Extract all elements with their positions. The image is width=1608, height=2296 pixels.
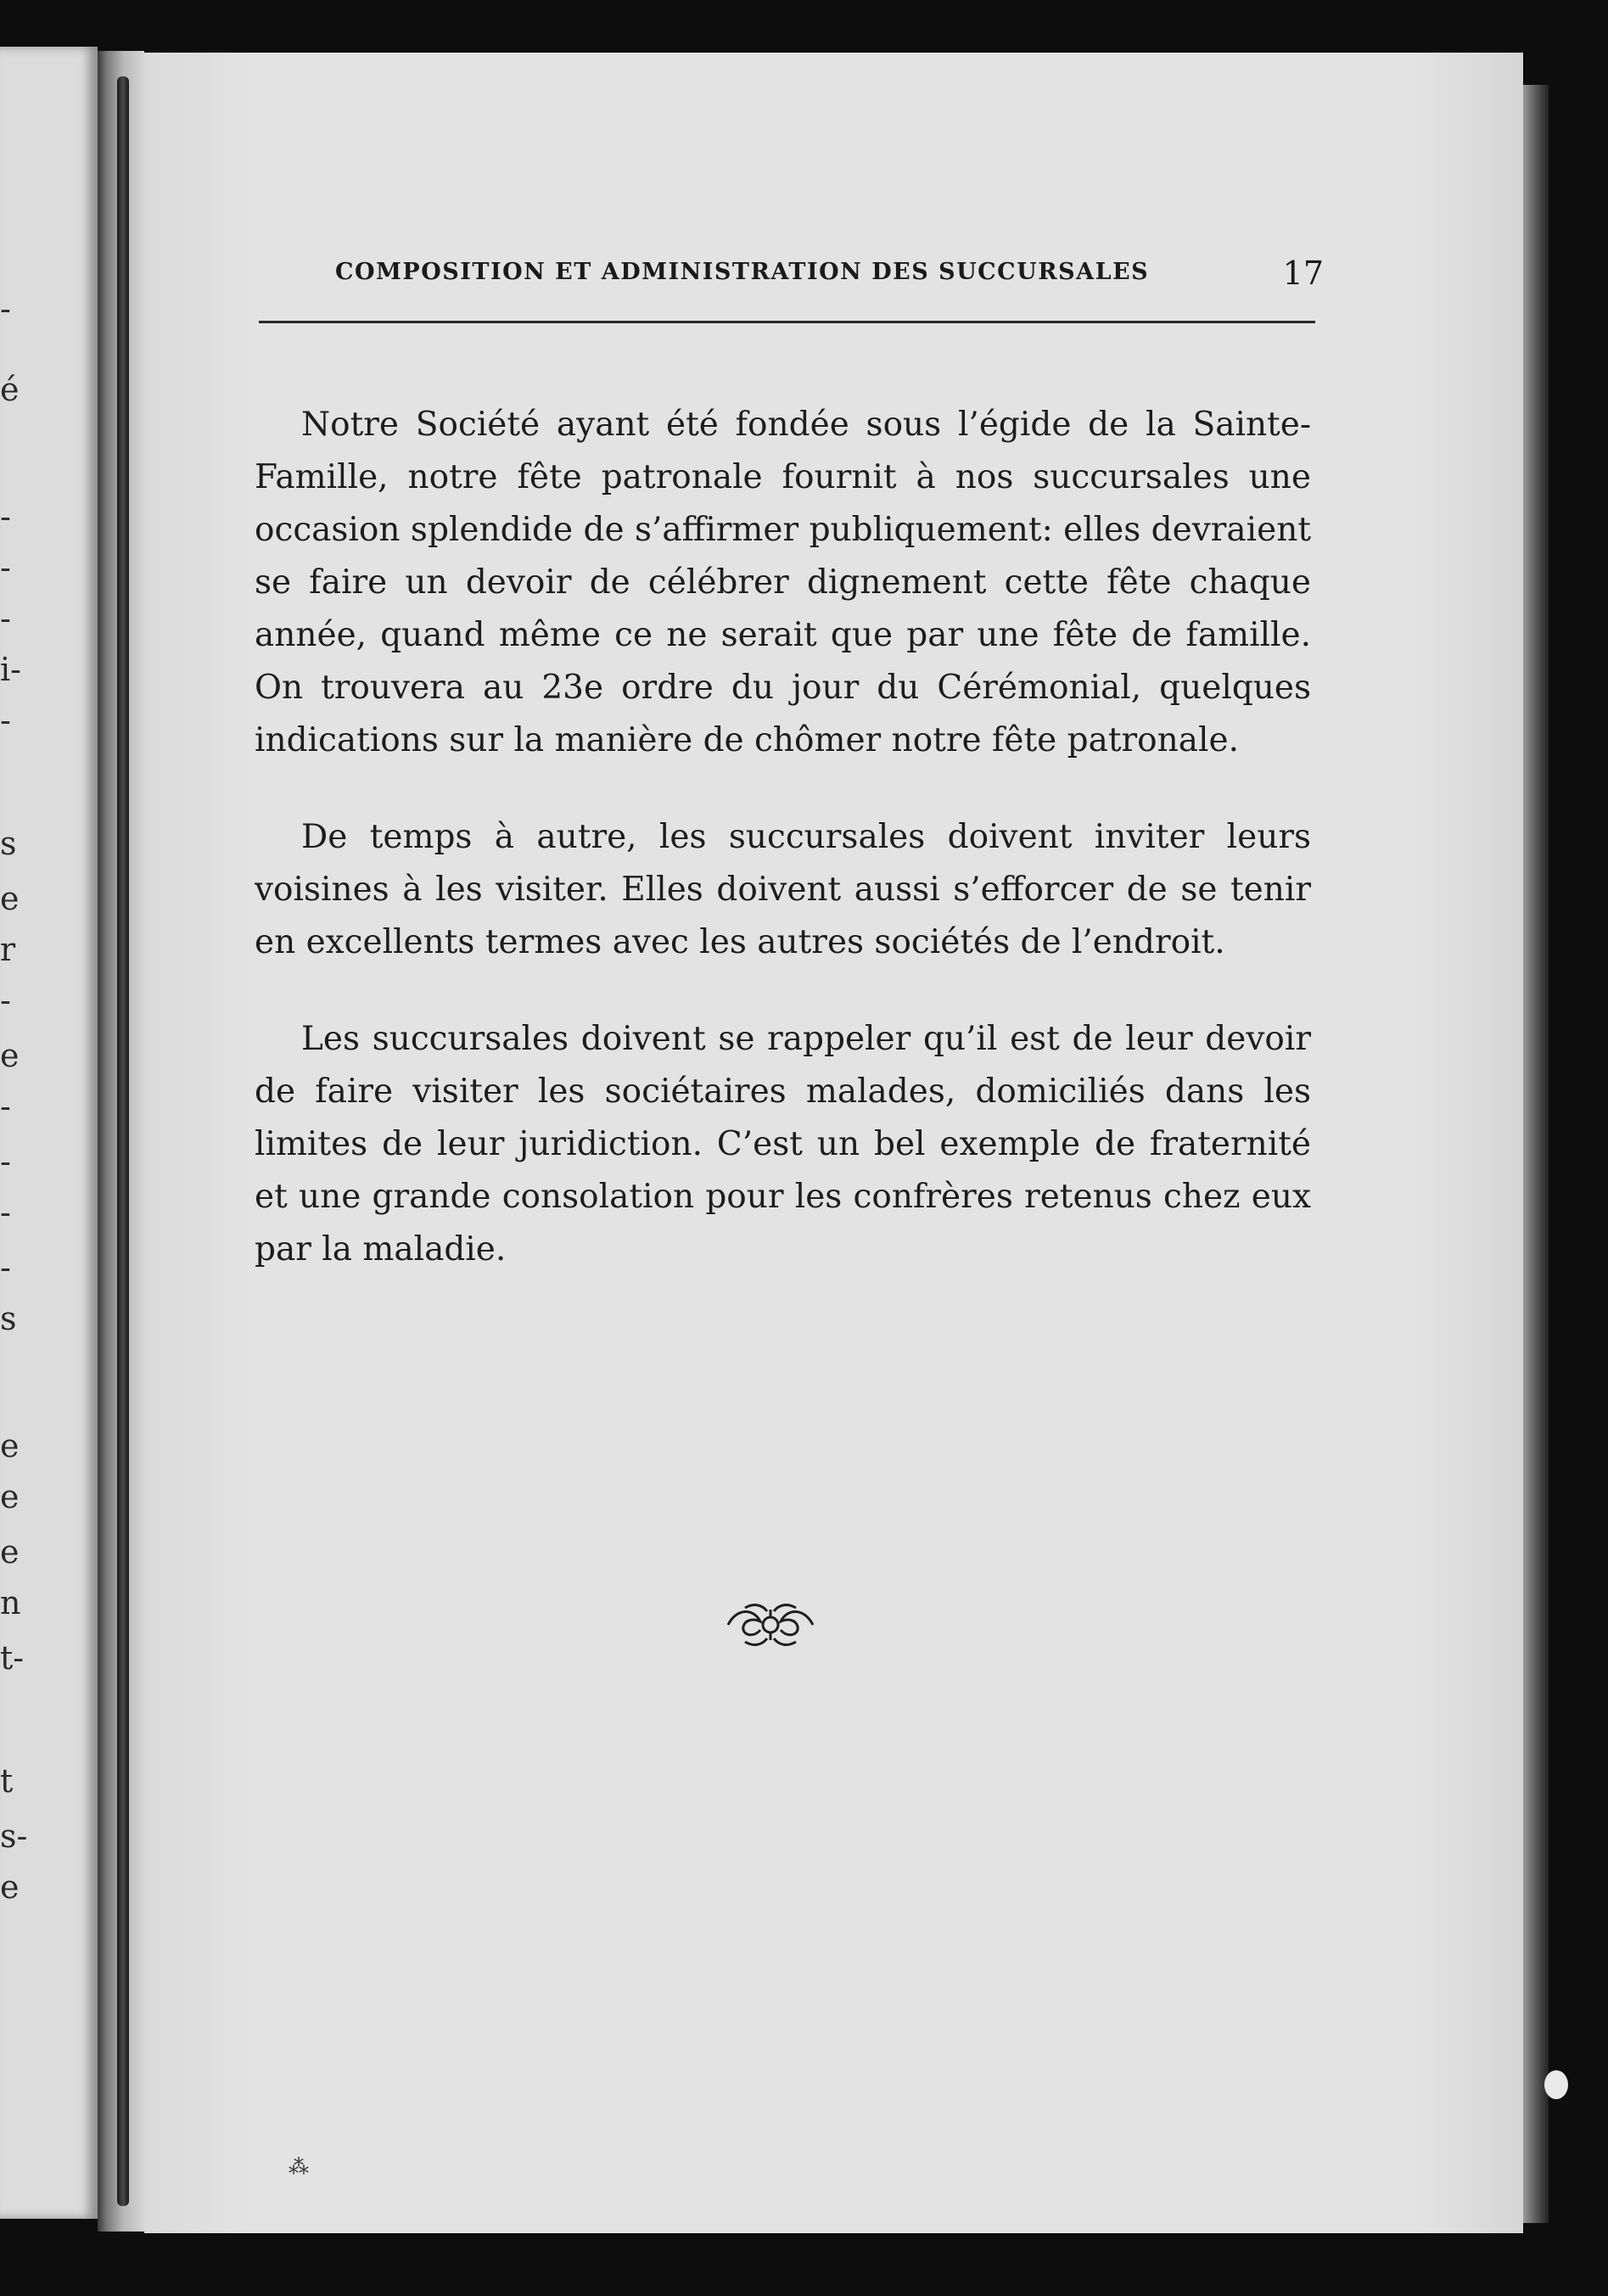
left-page-fragment: e [0, 1868, 20, 1906]
binding-shadow [117, 76, 129, 2206]
running-header [191, 255, 1324, 297]
page-blot [1544, 2070, 1568, 2099]
left-page-fragment: - [0, 290, 11, 328]
page-number: 17 [1282, 255, 1324, 292]
left-page-fragment: - [0, 549, 11, 586]
left-page-fragment: t [0, 1762, 14, 1800]
facing-left-page [0, 47, 98, 2219]
body-text [255, 399, 1311, 1320]
left-page-fragment: - [0, 1088, 11, 1125]
left-page-fragment: - [0, 600, 11, 637]
page-edge-shadow [1523, 85, 1549, 2223]
left-page-fragment: e [0, 1037, 20, 1074]
left-page-fragment: t- [0, 1639, 25, 1677]
header-rule [259, 321, 1315, 323]
running-header-title: COMPOSITION ET ADMINISTRATION DES SUCCURSALES [335, 259, 1150, 285]
left-page-fragment: - [0, 982, 11, 1019]
left-page-fragment: r [0, 931, 16, 968]
left-page-fragment: i- [0, 651, 21, 688]
left-page-fragment: - [0, 702, 11, 739]
left-page-fragment: e [0, 1427, 20, 1464]
paragraph: Les succursales doivent se rappeler qu’il est de leur devoir de faire visiter les sociétaires malades, domiciliés dans les limites de leur juridiction. C’est un bel exemple de fraternité et une grande consolation pour les confrères retenus chez eux par la maladie. [255, 1020, 1311, 1268]
margin-mark: ⁂ [289, 2155, 309, 2179]
paragraph: De temps à autre, les succursales doivent inviter leurs voisines à les visiter. Elles doivent aussi s’efforcer de se tenir en excellents termes avec les autres sociétés de l’endroit. [255, 818, 1311, 961]
left-page-fragment: e [0, 1533, 20, 1571]
left-page-fragment: s [0, 1300, 17, 1337]
left-page-fragment: - [0, 1194, 11, 1231]
left-page-fragment: s- [0, 1817, 28, 1855]
left-page-fragment: e [0, 880, 20, 917]
left-page-fragment: e [0, 1478, 20, 1515]
left-page-fragment: - [0, 498, 11, 535]
left-page-fragment: n [0, 1584, 21, 1621]
left-page-fragment: s [0, 825, 17, 862]
left-page-fragment: - [0, 1143, 11, 1180]
paragraph: Notre Société ayant été fondée sous l’égide de la Sainte-Famille, notre fête patronale fournit à nos succursales une occasion splendide de s’affirmer publiquement: elles devraient se faire un devoir de célébrer dignement cette fête chaque année, quand même ce ne serait que par une fête de famille. On trouvera au 23e ordre du jour du Cérémonial, quelques indications sur la manière de chômer notre fête patronale. [255, 406, 1311, 759]
fleuron-ornament-icon [720, 1599, 821, 1650]
left-page-fragment: é [0, 371, 20, 408]
left-page-fragment: - [0, 1249, 11, 1286]
